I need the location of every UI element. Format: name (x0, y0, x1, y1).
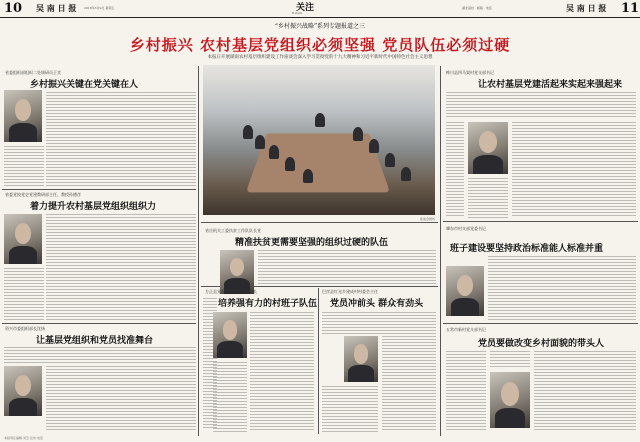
rule-right-1 (443, 221, 638, 222)
article-body (446, 351, 486, 431)
rule-left-1 (2, 189, 196, 190)
article-body (322, 312, 436, 334)
article-body (4, 347, 196, 363)
paper-name-left: 吴 南 日 报 (36, 3, 77, 13)
column-rule-center (318, 288, 319, 434)
portrait-photo (4, 90, 42, 142)
page-footer (0, 436, 640, 442)
article-title: 培养强有力的村班子队伍 (218, 299, 318, 309)
rule-right-2 (443, 323, 638, 324)
portrait-photo (213, 312, 247, 358)
article-body (446, 92, 636, 118)
article-title: 让农村基层党建活起来实起来强起来 (478, 80, 623, 90)
article-body (382, 336, 436, 432)
portrait-photo (344, 336, 378, 382)
article-body (46, 214, 196, 321)
article-kicker: 巴彦县红光乡建成村村委会主任 (322, 289, 378, 294)
portrait-photo (4, 366, 42, 416)
meeting-photo (203, 65, 435, 215)
portrait-photo (446, 266, 484, 316)
headline-deck: 本报日开展湖南农村基层组织建设工作座谈会深入学习贯彻党的十九大精神和习近平新时代中国特色社会主义思想 (207, 55, 433, 60)
article-body (46, 366, 196, 432)
article-body (258, 250, 436, 284)
article-body (322, 386, 378, 432)
article-title: 让基层党组织和党员找准舞台 (36, 336, 154, 346)
article-kicker: 省委组织部组织二处调研员王宾 (5, 70, 61, 75)
portrait-photo (468, 122, 508, 174)
article-title: 党员要做改变乡村面貌的带头人 (478, 339, 605, 349)
article-kicker: 方正县党委组织部常务副部长 (205, 289, 257, 294)
page-number-right: 11 (621, 1, 640, 16)
article-body (4, 146, 44, 187)
article-body (250, 312, 314, 432)
article-kicker: 省委党校党史党建教研部主任、教授孙德彦 (5, 192, 81, 197)
portrait-photo (220, 250, 254, 294)
column-rule-right (440, 66, 441, 436)
article-title: 党员冲前头 群众有劲头 (330, 299, 424, 309)
rule-left-2 (2, 323, 196, 324)
page-number-left: 10 (4, 1, 23, 16)
series-kicker: “乡村振兴战略”系列专题报道之三 (274, 23, 366, 30)
article-body (534, 351, 636, 431)
page-header (0, 0, 640, 18)
column-rule-left (198, 66, 199, 436)
article-body (46, 92, 196, 187)
date-left: 2018年3月9日 星期五 (84, 6, 115, 10)
footer-text: 本版责任编辑 刘宝 张伟 电话 (4, 436, 43, 440)
rule-center-1 (201, 222, 438, 223)
main-headline: 乡村振兴 农村基层党组织必须坚强 党员队伍必须过硬 (129, 36, 511, 54)
article-title: 乡村振兴关键在党关键在人 (30, 80, 139, 90)
article-kicker: 省岳机关工委扶贫工作队队长党 (205, 228, 261, 233)
article-body (488, 256, 636, 320)
article-kicker: 资兴市委组织部长沈扬 (5, 326, 45, 331)
portrait-photo (4, 214, 42, 264)
section-title: 关注 (296, 3, 315, 13)
date-right: 湖北高校 · 邮箱 · 电话 (462, 6, 492, 10)
section-subtitle: E-mail (292, 11, 302, 15)
article-body (213, 362, 247, 432)
article-body (4, 268, 44, 321)
article-body (512, 122, 636, 218)
portrait-photo (490, 372, 530, 428)
article-kicker: 五常市新村党支部书记 (446, 327, 486, 332)
photo-caption: 座谈会现场 (419, 217, 435, 221)
article-title: 着力提升农村基层党组织组织力 (30, 202, 157, 212)
article-body (446, 122, 464, 218)
paper-name-right: 吴 南 日 报 (566, 3, 607, 13)
article-body (490, 351, 530, 369)
article-kicker: 桦川县四马架村党支部书记 (446, 70, 494, 75)
article-title: 班子建设要坚持政治标准能人标准并重 (450, 244, 604, 254)
article-kicker: 肇东市村支部党委书记 (446, 226, 486, 231)
article-body (468, 178, 508, 218)
article-title: 精准扶贫更需要坚强的组织过硬的队伍 (235, 238, 389, 248)
